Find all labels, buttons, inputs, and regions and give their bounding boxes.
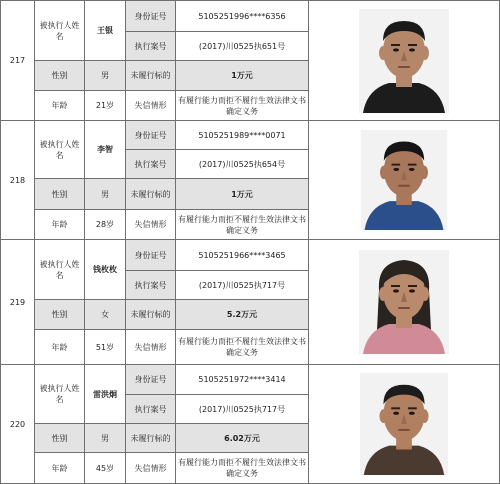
id-number: 5105251989****0071 bbox=[176, 121, 309, 150]
label-id-number: 身份证号 bbox=[126, 1, 176, 32]
label-age: 年龄 bbox=[35, 91, 85, 121]
unperformed-amount: 6.02万元 bbox=[176, 424, 309, 453]
age-value: 51岁 bbox=[85, 330, 126, 365]
gender-value: 女 bbox=[85, 300, 126, 330]
portrait-photo-cell bbox=[309, 121, 500, 240]
label-gender: 性别 bbox=[35, 424, 85, 453]
unperformed-amount: 5.2万元 bbox=[176, 300, 309, 330]
record-row-id bbox=[1, 365, 500, 395]
record-row-id bbox=[1, 240, 500, 271]
portrait-image bbox=[359, 249, 449, 355]
label-dishonesty: 失信情形 bbox=[126, 330, 176, 365]
record-index: 218 bbox=[1, 121, 35, 240]
label-name: 被执行人姓名 bbox=[35, 240, 85, 300]
label-name: 被执行人姓名 bbox=[35, 365, 85, 424]
label-gender: 性别 bbox=[35, 61, 85, 91]
label-gender: 性别 bbox=[35, 179, 85, 210]
label-name: 被执行人姓名 bbox=[35, 121, 85, 179]
label-case-number: 执行案号 bbox=[126, 32, 176, 61]
gender-value: 男 bbox=[85, 61, 126, 91]
defaulter-name: 雷洪炯 bbox=[85, 365, 126, 424]
label-unperformed-amount: 未履行标的 bbox=[126, 424, 176, 453]
label-dishonesty: 失信情形 bbox=[126, 91, 176, 121]
label-unperformed-amount: 未履行标的 bbox=[126, 300, 176, 330]
defaulter-name: 李智 bbox=[85, 121, 126, 179]
label-case-number: 执行案号 bbox=[126, 395, 176, 424]
label-case-number: 执行案号 bbox=[126, 271, 176, 300]
dishonesty-circumstance: 有履行能力而拒不履行生效法律文书确定义务 bbox=[176, 330, 309, 365]
record-index: 217 bbox=[1, 1, 35, 121]
record-index: 219 bbox=[1, 240, 35, 365]
dishonesty-circumstance: 有履行能力而拒不履行生效法律文书确定义务 bbox=[176, 91, 309, 121]
label-dishonesty: 失信情形 bbox=[126, 210, 176, 240]
case-number: (2017)川0525执651号 bbox=[176, 32, 309, 61]
id-number: 5105251966****3465 bbox=[176, 240, 309, 271]
portrait-photo-cell bbox=[309, 365, 500, 484]
portrait-photo bbox=[311, 130, 497, 230]
id-number: 5105251972****3414 bbox=[176, 365, 309, 395]
table-body bbox=[1, 1, 500, 484]
dishonesty-circumstance: 有履行能力而拒不履行生效法律文书确定义务 bbox=[176, 453, 309, 484]
label-id-number: 身份证号 bbox=[126, 121, 176, 150]
label-name: 被执行人姓名 bbox=[35, 1, 85, 61]
label-gender: 性别 bbox=[35, 300, 85, 330]
dishonesty-circumstance: 有履行能力而拒不履行生效法律文书确定义务 bbox=[176, 210, 309, 240]
label-id-number: 身份证号 bbox=[126, 365, 176, 395]
portrait-image bbox=[359, 9, 449, 113]
portrait-photo bbox=[311, 373, 497, 475]
label-dishonesty: 失信情形 bbox=[126, 453, 176, 484]
label-age: 年龄 bbox=[35, 210, 85, 240]
label-age: 年龄 bbox=[35, 330, 85, 365]
portrait-photo bbox=[311, 249, 497, 355]
case-number: (2017)川0525执717号 bbox=[176, 271, 309, 300]
portrait-image bbox=[359, 130, 449, 230]
portrait-photo-cell bbox=[309, 1, 500, 121]
label-age: 年龄 bbox=[35, 453, 85, 484]
case-number: (2017)川0525执717号 bbox=[176, 395, 309, 424]
defaulter-name: 王银 bbox=[85, 1, 126, 61]
record-row-id bbox=[1, 1, 500, 32]
label-id-number: 身份证号 bbox=[126, 240, 176, 271]
label-unperformed-amount: 未履行标的 bbox=[126, 179, 176, 210]
portrait-photo bbox=[311, 9, 497, 113]
portrait-image bbox=[359, 373, 449, 475]
label-case-number: 执行案号 bbox=[126, 150, 176, 179]
age-value: 28岁 bbox=[85, 210, 126, 240]
portrait-photo-cell bbox=[309, 240, 500, 365]
unperformed-amount: 1万元 bbox=[176, 179, 309, 210]
age-value: 45岁 bbox=[85, 453, 126, 484]
age-value: 21岁 bbox=[85, 91, 126, 121]
id-number: 5105251996****6356 bbox=[176, 1, 309, 32]
gender-value: 男 bbox=[85, 424, 126, 453]
gender-value: 男 bbox=[85, 179, 126, 210]
record-index: 220 bbox=[1, 365, 35, 484]
unperformed-amount: 1万元 bbox=[176, 61, 309, 91]
label-unperformed-amount: 未履行标的 bbox=[126, 61, 176, 91]
case-number: (2017)川0525执654号 bbox=[176, 150, 309, 179]
record-row-id bbox=[1, 121, 500, 150]
defaulter-name: 钱枚枚 bbox=[85, 240, 126, 300]
